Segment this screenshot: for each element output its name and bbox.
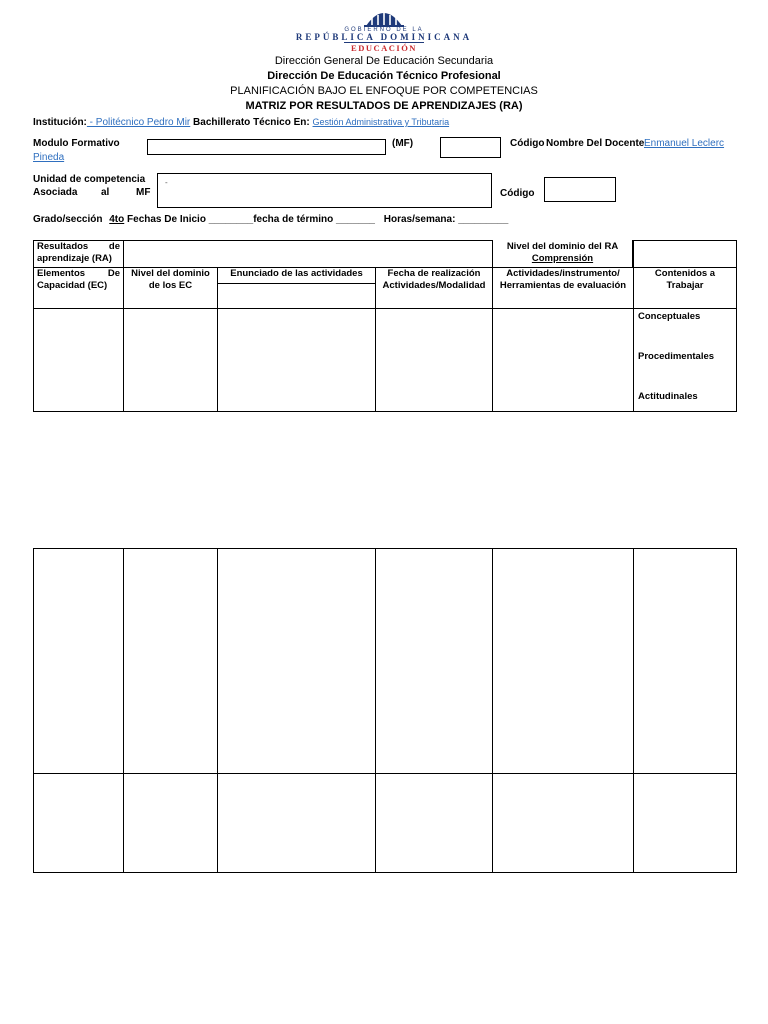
institucion-row	[33, 116, 449, 129]
logo-line-1: GOBIERNO DE LA	[344, 27, 424, 33]
header-ec-text: Elementos De Capacidad (EC)	[37, 268, 120, 291]
contenido-actitudinales: Actitudinales	[638, 391, 698, 402]
header-nivel-ec-text: Nivel del dominio de los EC	[131, 268, 210, 291]
ra-label-cell	[34, 241, 124, 268]
unidad-field-mark: -	[165, 178, 168, 187]
row3-nivel-cell[interactable]	[124, 774, 218, 873]
header-line-4: MATRIZ POR RESULTADOS DE APRENDIZAJES (RA)	[245, 100, 523, 112]
header-contenidos-text: Contenidos a Trabajar	[654, 268, 716, 291]
logo-line-2: REPÚBLICA DOMINICANA	[295, 32, 473, 42]
row2-ec-cell[interactable]	[34, 549, 124, 774]
row3-ec-cell[interactable]	[34, 774, 124, 873]
header-fecha-text: Fecha de realización Actividades/Modalidad	[382, 268, 486, 291]
modulo-codigo-label: Código	[510, 138, 545, 149]
row3-contenidos-cell[interactable]	[634, 774, 737, 873]
row2-fecha-cell[interactable]	[376, 549, 493, 774]
header-fecha	[376, 268, 493, 309]
bachillerato-label: Bachillerato Técnico En:	[193, 117, 310, 128]
header-enunciado-bottom	[218, 283, 375, 308]
ra-label: Resultados de aprendizaje (RA)	[37, 241, 120, 264]
unidad-field[interactable]	[157, 173, 492, 208]
row1-enunciado-cell[interactable]	[218, 309, 376, 412]
coat-of-arms-icon	[284, 6, 484, 28]
modulo-label: Modulo Formativo	[33, 138, 120, 149]
header-enunciado-text: Enunciado de las actividades	[230, 268, 363, 279]
row3-actividades-cell[interactable]	[493, 774, 634, 873]
grado-label: Grado/sección	[33, 214, 103, 225]
grado-row	[33, 214, 508, 226]
modulo-field[interactable]	[147, 139, 386, 155]
row2-enunciado-cell[interactable]	[218, 549, 376, 774]
header-line-1: Dirección General De Educación Secundaria	[274, 55, 494, 67]
bachillerato-value: Gestión Administrativa y Tributaria	[312, 117, 450, 127]
header-line-2: Dirección De Educación Técnico Profesional	[267, 70, 501, 82]
nivel-ra-box	[492, 240, 633, 267]
unidad-label-2b: al	[101, 187, 110, 198]
docente-value-2: Pineda	[33, 152, 65, 163]
unidad-codigo-field[interactable]	[544, 177, 616, 202]
institucion-value: - Politécnico Pedro Mir	[86, 117, 191, 128]
header-nivel-ec	[124, 268, 218, 309]
contenido-procedimentales: Procedimentales	[638, 351, 715, 362]
contenido-conceptuales: Conceptuales	[638, 311, 701, 322]
header-enunciado-top	[218, 268, 375, 283]
row2-contenidos-cell[interactable]	[634, 549, 737, 774]
mf-label: (MF)	[392, 138, 414, 149]
docente-label: Nombre Del Docente	[546, 138, 645, 149]
header-contenidos	[634, 268, 737, 309]
unidad-label-1: Unidad de competencia	[33, 174, 146, 185]
header-actividades	[493, 268, 634, 309]
blank-top-right-cell[interactable]	[634, 241, 737, 268]
unidad-label-2c: MF	[136, 187, 151, 198]
row2-nivel-cell[interactable]	[124, 549, 218, 774]
logo-line-3: EDUCACIÓN	[351, 43, 417, 53]
row2-actividades-cell[interactable]	[493, 549, 634, 774]
mf-codigo-field[interactable]	[440, 137, 501, 158]
docente-value-1: Enmanuel Leclerc	[644, 138, 725, 149]
row1-actividades-cell[interactable]	[493, 309, 634, 412]
header-ec	[34, 268, 124, 309]
row1-fecha-cell[interactable]	[376, 309, 493, 412]
nivel-ra-label-2: Comprensión	[531, 253, 594, 264]
header-enunciado	[218, 268, 376, 309]
row1-ec-cell[interactable]	[34, 309, 124, 412]
ra-matrix-continuation-table	[33, 548, 737, 873]
nivel-ra-label-1: Nivel del dominio del RA	[506, 241, 619, 252]
row1-nivel-cell[interactable]	[124, 309, 218, 412]
header-actividades-text: Actividades/instrumento/ Herramientas de evaluación	[499, 268, 627, 291]
row1-contenidos-cell[interactable]	[634, 309, 737, 412]
fechas-label: Fechas De Inicio ________fecha de término _______	[127, 214, 375, 225]
grado-value: 4to	[109, 214, 125, 225]
row3-fecha-cell[interactable]	[376, 774, 493, 873]
header-line-3: PLANIFICACIÓN BAJO EL ENFOQUE POR COMPETENCIAS	[230, 85, 538, 97]
unidad-codigo-label: Código	[500, 188, 535, 199]
unidad-label-2a: Asociada	[33, 187, 78, 198]
logo	[284, 6, 484, 53]
institucion-label: Institución:	[33, 117, 87, 128]
horas-label: Horas/semana: _________	[383, 214, 509, 225]
row3-enunciado-cell[interactable]	[218, 774, 376, 873]
